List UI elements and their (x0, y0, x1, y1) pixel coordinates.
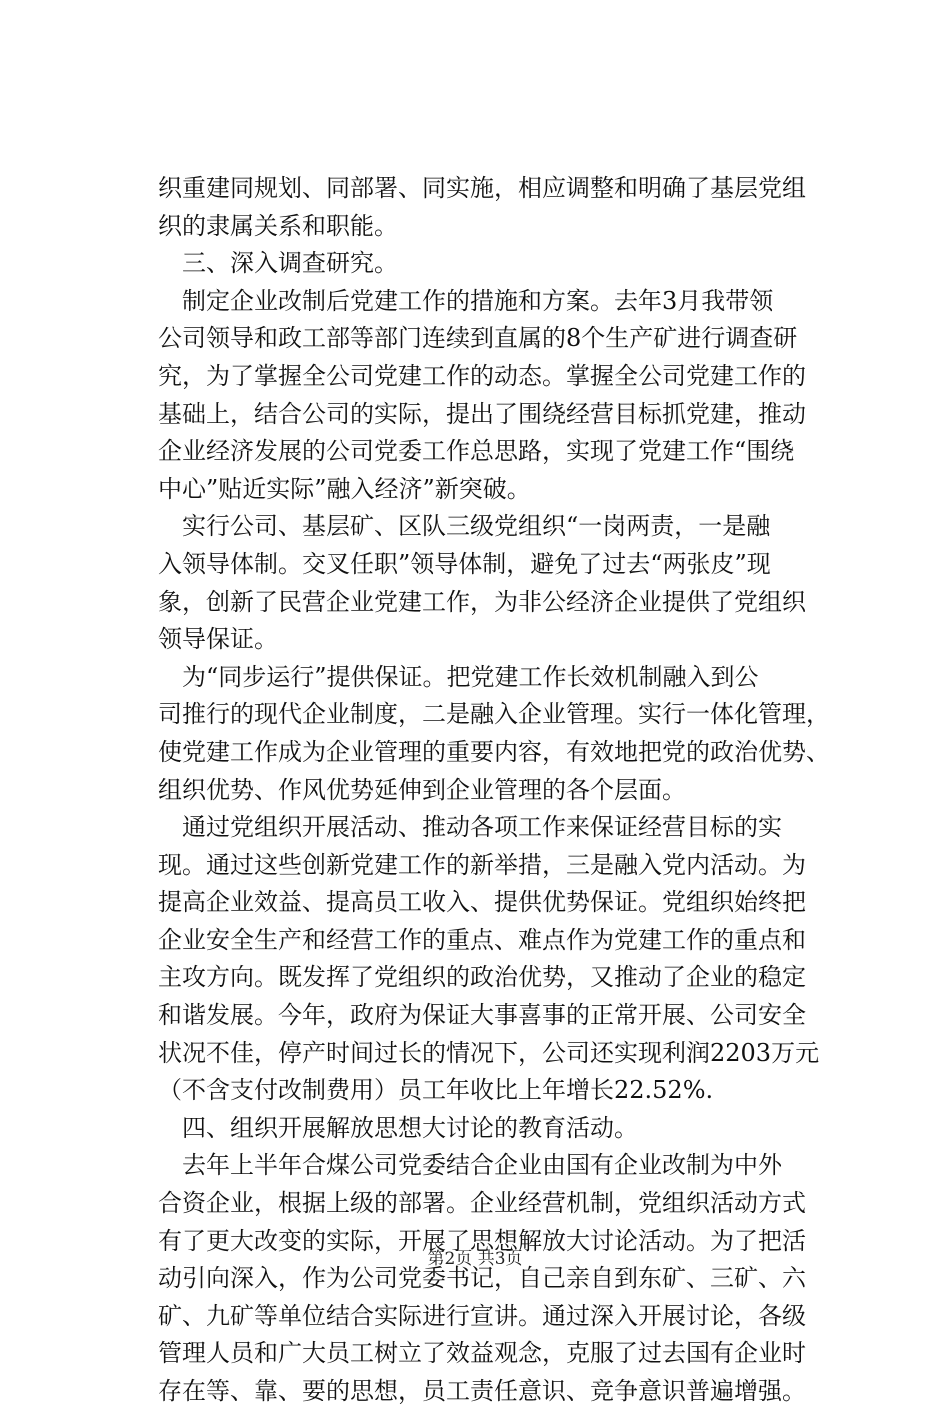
text-line: 象，创新了民营企业党建工作，为非公经济企业提供了党组织 (158, 587, 806, 616)
text-line: 基础上，结合公司的实际，提出了围绕经营目标抓党建，推动 (158, 399, 806, 428)
text-line: 制定企业改制后党建工作的措施和方案。去年3月我带领 (182, 286, 774, 315)
text-line: 织重建同规划、同部署、同实施，相应调整和明确了基层党组 (158, 174, 806, 202)
text-line: 去年上半年合煤公司党委结合企业由国有企业改制为中外 (182, 1151, 782, 1180)
text-line: 合资企业，根据上级的部署。企业经营机制，党组织活动方式 (158, 1189, 806, 1218)
text-line: 有了更大改变的实际，开展了思想解放大讨论活动。为了把活 (158, 1226, 806, 1255)
text-line: （不含支付改制费用）员工年收比上年增长22.52%. (158, 1076, 714, 1105)
text-line: 入领导体制。交叉任职”领导体制，避免了过去“两张皮”现 (158, 549, 771, 578)
text-line: 领导保证。 (158, 625, 278, 654)
text-line: 究，为了掌握全公司党建工作的动态。掌握全公司党建工作的 (158, 361, 806, 390)
text-line: 公司领导和政工部等部门连续到直属的8个生产矿进行调查研 (158, 324, 798, 353)
text-line: 中心”贴近实际”融入经济”新突破。 (158, 474, 531, 503)
text-line: 动引向深入，作为公司党委书记，自己亲自到东矿、三矿、六 (158, 1264, 806, 1293)
text-line: 企业经济发展的公司党委工作总思路，实现了党建工作“围绕 (158, 437, 795, 466)
text-line: 实行公司、基层矿、区队三级党组织“一岗两责，一是融 (182, 512, 771, 541)
text-line: 现。通过这些创新党建工作的新举措，三是融入党内活动。为 (158, 850, 806, 879)
text-line: 矿、九矿等单位结合实际进行宣讲。通过深入开展讨论，各级 (158, 1301, 806, 1330)
text-line: 企业安全生产和经营工作的重点、难点作为党建工作的重点和 (158, 925, 806, 954)
text-line: 管理人员和广大员工树立了效益观念，克服了过去国有企业时 (158, 1339, 806, 1368)
text-line: 和谐发展。今年，政府为保证大事喜事的正常开展、公司安全 (158, 1001, 806, 1030)
section-heading: 三、深入调查研究。 (182, 249, 398, 278)
text-line: 通过党组织开展活动、推动各项工作来保证经营目标的实 (182, 813, 782, 842)
text-line: 主攻方向。既发挥了党组织的政治优势，又推动了企业的稳定 (158, 963, 806, 992)
text-line: 司推行的现代企业制度，二是融入企业管理。实行一体化管理， (158, 700, 830, 729)
text-line: 提高企业效益、提高员工收入、提供优势保证。党组织始终把 (158, 888, 806, 917)
page-number-footer: 第2页 共3页 (427, 1249, 523, 1269)
text-line: 为“同步运行”提供保证。把党建工作长效机制融入到公 (182, 662, 759, 691)
document-body (158, 170, 838, 1411)
section-heading: 四、组织开展解放思想大讨论的教育活动。 (182, 1113, 638, 1142)
text-line: 使党建工作成为企业管理的重要内容，有效地把党的政治优势、 (158, 737, 830, 766)
text-line: 存在等、靠、要的思想，员工责任意识、竞争意识普遍增强。 (158, 1377, 806, 1405)
text-line: 状况不佳，停产时间过长的情况下，公司还实现利润2203万元 (158, 1038, 820, 1067)
text-line: 织的隶属关系和职能。 (158, 211, 398, 240)
text-line: 组织优势、作风优势延伸到企业管理的各个层面。 (158, 775, 686, 804)
